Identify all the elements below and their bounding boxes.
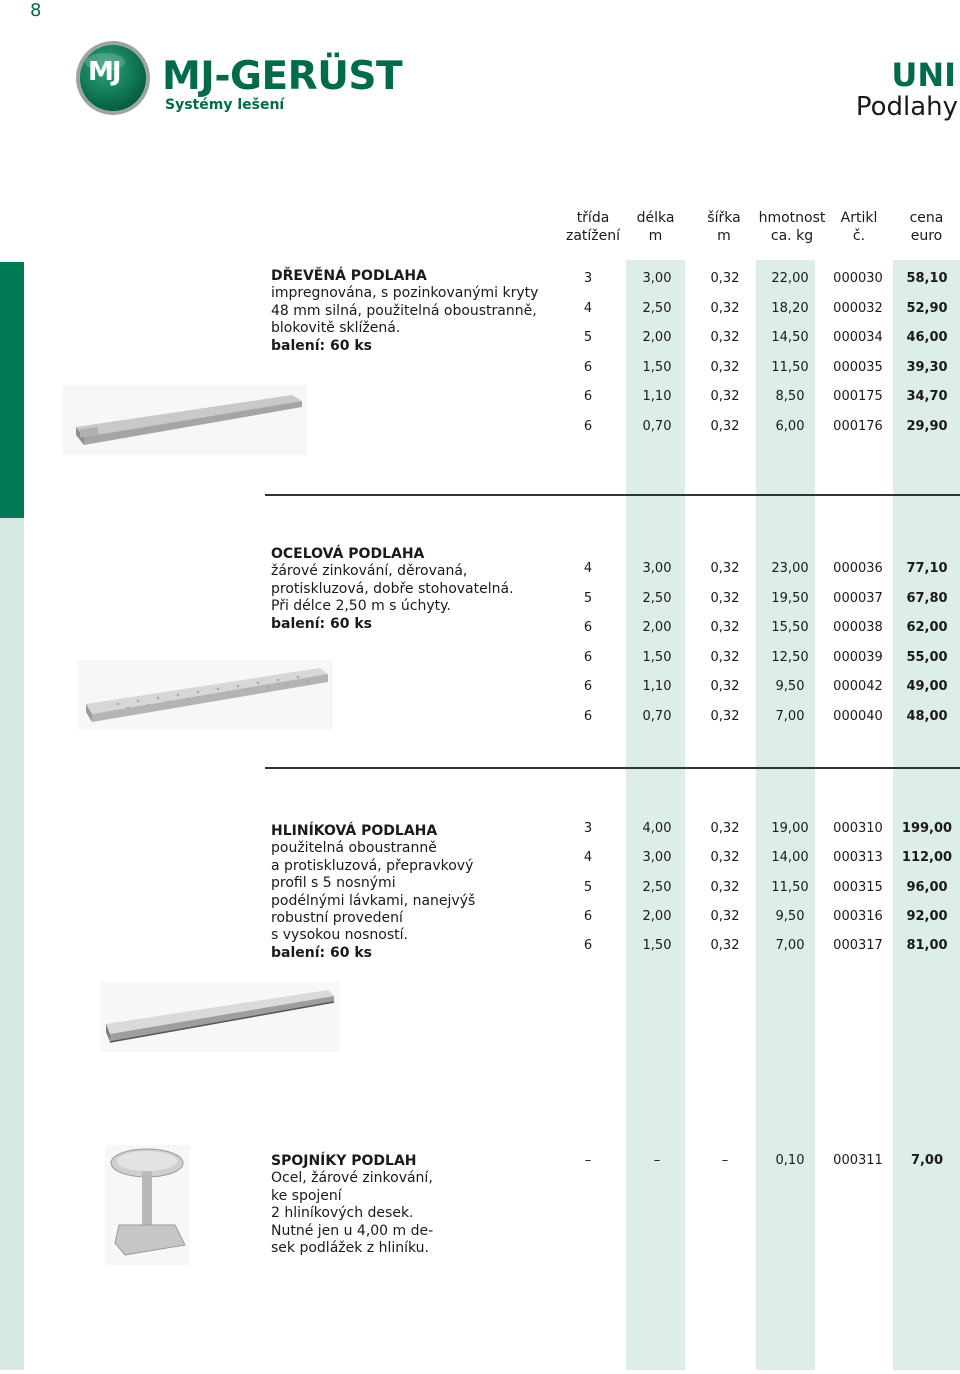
table-cell: –: [584, 1153, 592, 1168]
table-cell: 6: [583, 389, 593, 404]
section-wood: [271, 268, 551, 355]
table-cell: 2,00: [642, 909, 672, 924]
table-cell: 12,50: [771, 650, 809, 665]
table-row: [570, 559, 960, 579]
table-cell: 000032: [833, 301, 883, 316]
desc-line: 48 mm silná, použitelná oboustranně,: [271, 302, 537, 319]
table-row: [570, 618, 960, 638]
table-cell: 112,00: [901, 850, 953, 865]
table-cell: 000315: [833, 880, 883, 895]
table-cell: 0,32: [710, 850, 740, 865]
table-row: [570, 1151, 960, 1171]
table-cell: 000038: [833, 620, 883, 635]
table-cell: 6: [583, 709, 593, 724]
table-cell: 5: [583, 591, 593, 606]
table-cell: 49,00: [906, 679, 948, 694]
table-row: [570, 387, 960, 407]
table-row: [570, 707, 960, 727]
table-cell: 3,00: [642, 561, 672, 576]
table-cell: 6: [583, 909, 593, 924]
table-cell: 0,70: [642, 709, 672, 724]
col-header-length: délka m: [636, 210, 675, 244]
table-cell: 3: [583, 821, 593, 836]
page-title: UNI: [891, 56, 956, 94]
section-connectors: [271, 1153, 551, 1257]
table-cell: 9,50: [775, 679, 805, 694]
table-cell: 6: [583, 650, 593, 665]
table-cell: 0,32: [710, 620, 740, 635]
table-cell: 0,32: [710, 709, 740, 724]
page-subtitle: Podlahy: [855, 92, 958, 122]
steel-plank-image: [78, 660, 333, 730]
section-title: SPOJNÍKY PODLAH: [271, 1153, 417, 1169]
page-number: 8: [30, 0, 42, 21]
table-cell: 6: [583, 620, 593, 635]
table-row: [570, 936, 960, 956]
table-cell: 14,50: [771, 330, 809, 345]
section-aluminium: [271, 823, 551, 962]
table-cell: 11,50: [771, 360, 809, 375]
section-divider: [265, 767, 960, 769]
table-cell: 7,00: [910, 1153, 944, 1168]
table-cell: 58,10: [906, 271, 948, 286]
table-cell: –: [721, 1153, 729, 1168]
table-cell: 0,32: [710, 389, 740, 404]
table-cell: 2,50: [642, 591, 672, 606]
table-cell: 18,20: [771, 301, 809, 316]
table-cell: 000037: [833, 591, 883, 606]
wooden-plank-image: [62, 385, 307, 455]
table-cell: 6: [583, 419, 593, 434]
table-cell: 4: [583, 301, 593, 316]
section-divider: [265, 494, 960, 496]
table-cell: 0,32: [710, 271, 740, 286]
table-cell: 000030: [833, 271, 883, 286]
section-steel: [271, 546, 551, 633]
table-cell: 15,50: [771, 620, 809, 635]
desc-line: ke spojení: [271, 1187, 342, 1204]
table-cell: 1,10: [642, 389, 672, 404]
table-row: [570, 878, 960, 898]
table-cell: 52,90: [906, 301, 948, 316]
table-cell: 000176: [833, 419, 883, 434]
table-cell: 0,32: [710, 909, 740, 924]
desc-line: impregnována, s pozinkovanými kryty: [271, 285, 539, 302]
table-cell: 0,70: [642, 419, 672, 434]
table-cell: 4: [583, 561, 593, 576]
left-accent-bar: [0, 262, 24, 518]
table-cell: 67,80: [906, 591, 948, 606]
table-cell: 0,32: [710, 301, 740, 316]
table-cell: 4,00: [642, 821, 672, 836]
packaging: balení: 60 ks: [271, 944, 373, 961]
table-cell: 62,00: [906, 620, 948, 635]
table-cell: 000035: [833, 360, 883, 375]
table-cell: 0,10: [775, 1153, 805, 1168]
table-cell: 14,00: [771, 850, 809, 865]
aluminium-plank-image: [100, 982, 340, 1052]
section-title: DŘEVĚNÁ PODLAHA: [271, 268, 427, 284]
table-cell: 39,30: [906, 360, 948, 375]
table-cell: 000039: [833, 650, 883, 665]
table-cell: 7,00: [775, 709, 805, 724]
desc-line: 2 hliníkových desek.: [271, 1205, 414, 1222]
table-cell: 19,50: [771, 591, 809, 606]
table-cell: 0,32: [710, 821, 740, 836]
table-cell: 2,50: [642, 301, 672, 316]
table-cell: 0,32: [710, 419, 740, 434]
table-cell: 0,32: [710, 880, 740, 895]
desc-line: protiskluzová, dobře stohovatelná.: [271, 580, 514, 597]
table-cell: 0,32: [710, 679, 740, 694]
table-cell: 4: [583, 850, 593, 865]
desc-line: Nutné jen u 4,00 m de-: [271, 1222, 434, 1239]
table-cell: 46,00: [906, 330, 948, 345]
table-cell: 6: [583, 938, 593, 953]
table-cell: 0,32: [710, 561, 740, 576]
table-cell: 0,32: [710, 360, 740, 375]
table-cell: 34,70: [906, 389, 948, 404]
table-cell: 000313: [833, 850, 883, 865]
left-accent-bar-light: [0, 518, 24, 1370]
section-title: OCELOVÁ PODLAHA: [271, 546, 425, 562]
table-row: [570, 299, 960, 319]
table-cell: 0,32: [710, 330, 740, 345]
table-cell: 000316: [833, 909, 883, 924]
brand-tagline: Systémy lešení: [165, 97, 285, 113]
table-row: [570, 677, 960, 697]
packaging: balení: 60 ks: [271, 337, 373, 354]
desc-line: blokovitě sklížená.: [271, 320, 401, 337]
table-row: [570, 848, 960, 868]
section-title: HLINÍKOVÁ PODLAHA: [271, 823, 438, 839]
desc-line: robustní provedení: [271, 910, 403, 927]
table-row: [570, 358, 960, 378]
desc-line: žárové zinkování, děrovaná,: [271, 563, 468, 580]
col-header-weight: hmotnost ca. kg: [758, 210, 826, 244]
table-cell: 199,00: [901, 821, 953, 836]
col-header-article: Artikl č.: [840, 210, 878, 244]
desc-line: sek podlážek z hliníku.: [271, 1240, 430, 1257]
table-cell: 6: [583, 360, 593, 375]
table-cell: 0,32: [710, 650, 740, 665]
table-cell: 19,00: [771, 821, 809, 836]
col-header-price: cena euro: [909, 210, 944, 244]
table-cell: 000311: [833, 1153, 883, 1168]
desc-line: podélnými lávkami, nanejvýš: [271, 892, 476, 909]
packaging: balení: 60 ks: [271, 615, 373, 632]
logo-letters: MJ: [88, 57, 120, 87]
table-cell: 2,00: [642, 620, 672, 635]
table-cell: 6: [583, 679, 593, 694]
table-cell: 1,50: [642, 650, 672, 665]
table-cell: 000034: [833, 330, 883, 345]
table-cell: 5: [583, 880, 593, 895]
table-cell: 92,00: [906, 909, 948, 924]
table-cell: 2,50: [642, 880, 672, 895]
table-cell: –: [653, 1153, 661, 1168]
connector-image: [105, 1145, 190, 1265]
desc-line: a protiskluzová, přepravkový: [271, 857, 474, 874]
desc-line: použitelná oboustranně: [271, 840, 437, 857]
table-cell: 22,00: [771, 271, 809, 286]
table-cell: 3: [583, 271, 593, 286]
table-row: [570, 589, 960, 609]
table-cell: 81,00: [906, 938, 948, 953]
table-cell: 3,00: [642, 271, 672, 286]
table-cell: 1,10: [642, 679, 672, 694]
table-row: [570, 819, 960, 839]
table-row: [570, 648, 960, 668]
table-row: [570, 417, 960, 437]
table-cell: 48,00: [906, 709, 948, 724]
table-cell: 2,00: [642, 330, 672, 345]
table-row: [570, 328, 960, 348]
table-cell: 000042: [833, 679, 883, 694]
table-cell: 5: [583, 330, 593, 345]
table-row: [570, 907, 960, 927]
table-cell: 0,32: [710, 591, 740, 606]
col-header-width: šířka m: [707, 210, 741, 244]
table-cell: 0,32: [710, 938, 740, 953]
desc-line: Při délce 2,50 m s úchyty.: [271, 598, 451, 615]
table-cell: 23,00: [771, 561, 809, 576]
table-cell: 000317: [833, 938, 883, 953]
table-cell: 1,50: [642, 938, 672, 953]
table-cell: 3,00: [642, 850, 672, 865]
brand-name: MJ-GERÜST: [162, 54, 403, 99]
table-cell: 9,50: [775, 909, 805, 924]
table-cell: 29,90: [906, 419, 948, 434]
col-header-class: třída zatížení: [565, 210, 621, 244]
desc-line: s vysokou nosností.: [271, 927, 408, 944]
table-cell: 000036: [833, 561, 883, 576]
table-cell: 000310: [833, 821, 883, 836]
table-row: [570, 269, 960, 289]
table-cell: 6,00: [775, 419, 805, 434]
table-cell: 8,50: [775, 389, 805, 404]
table-cell: 1,50: [642, 360, 672, 375]
table-cell: 96,00: [906, 880, 948, 895]
table-cell: 11,50: [771, 880, 809, 895]
desc-line: Ocel, žárové zinkování,: [271, 1170, 433, 1187]
table-cell: 000040: [833, 709, 883, 724]
table-cell: 000175: [833, 389, 883, 404]
table-cell: 55,00: [906, 650, 948, 665]
table-cell: 77,10: [906, 561, 948, 576]
desc-line: profil s 5 nosnými: [271, 875, 396, 892]
table-cell: 7,00: [775, 938, 805, 953]
